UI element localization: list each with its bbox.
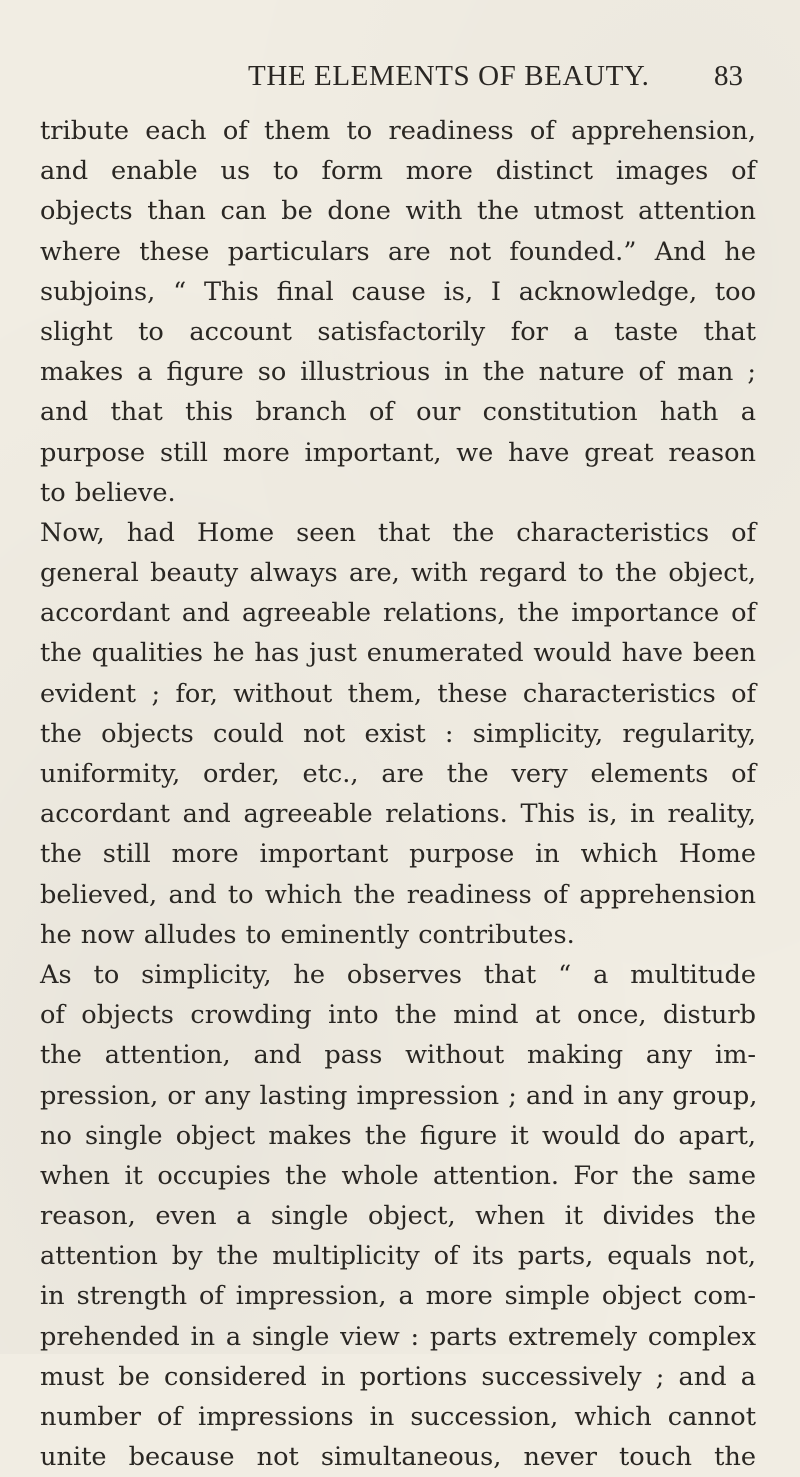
body-text	[40, 111, 756, 1477]
paragraph-end-line: to believe.	[40, 477, 176, 508]
running-title: THE ELEMENTS OF BEAUTY.	[248, 60, 650, 92]
text-line: objects than can be done with the utmost attention	[40, 196, 756, 227]
text-line: accordant and agreeable relations. This is, in reality,	[40, 799, 756, 830]
text-line: and that this branch of our constitution hath a	[40, 397, 756, 428]
text-line: pression, or any lasting impression ; and in any group,	[40, 1080, 758, 1111]
text-line: the still more important purpose in which Home	[40, 839, 756, 870]
text-line: when it occupies the whole attention. For the same	[40, 1160, 756, 1191]
text-line: reason, even a single object, when it divides the	[40, 1201, 756, 1232]
text-line: where these particulars are not founded.” And he	[40, 236, 756, 267]
text-line: prehended in a single view : parts extremely complex	[40, 1321, 756, 1352]
text-line: accordant and agreeable relations, the importance of	[40, 598, 756, 629]
text-line: unite because not simultaneous, never touch the	[40, 1442, 756, 1473]
text-line: the qualities he has just enumerated would have been	[40, 638, 756, 669]
text-line: uniformity, order, etc., are the very elements of	[40, 759, 756, 789]
paragraph-start-line: Now, had Home seen that the characteristics of	[40, 517, 756, 548]
text-line: tribute each of them to readiness of apprehension,	[40, 116, 756, 146]
text-line: no single object makes the figure it would do apart,	[40, 1120, 756, 1151]
text-line: purpose still more important, we have great reason	[40, 437, 756, 468]
paragraph-end-line: he now alludes to eminently contributes.	[40, 919, 575, 950]
text-line: the attention, and pass without making any im-	[40, 1040, 756, 1071]
text-line: makes a figure so illustrious in the nature of man ;	[40, 357, 756, 388]
text-line: general beauty always are, with regard to the object,	[40, 558, 756, 589]
paragraph-start-line: As to simplicity, he observes that “ a multitude	[40, 959, 756, 990]
text-line: must be considered in portions successively ; and a	[40, 1361, 756, 1392]
text-line: and enable us to form more distinct images of	[40, 156, 756, 187]
page-number: 83	[714, 60, 743, 92]
text-line: evident ; for, without them, these characteristics of	[40, 678, 756, 709]
text-line: number of impressions in succession, which cannot	[40, 1402, 756, 1432]
text-line: slight to account satisfactorily for a taste that	[40, 316, 756, 347]
text-line: of objects crowding into the mind at once, disturb	[40, 1000, 756, 1031]
text-line: in strength of impression, a more simple object com-	[40, 1281, 756, 1312]
text-line: subjoins, “ This final cause is, I acknowledge, too	[40, 276, 756, 307]
running-header	[0, 58, 800, 98]
text-line: believed, and to which the readiness of apprehension	[40, 879, 756, 910]
text-line: attention by the multiplicity of its parts, equals not,	[40, 1241, 756, 1272]
text-line: the objects could not exist : simplicity, regularity,	[40, 718, 756, 749]
